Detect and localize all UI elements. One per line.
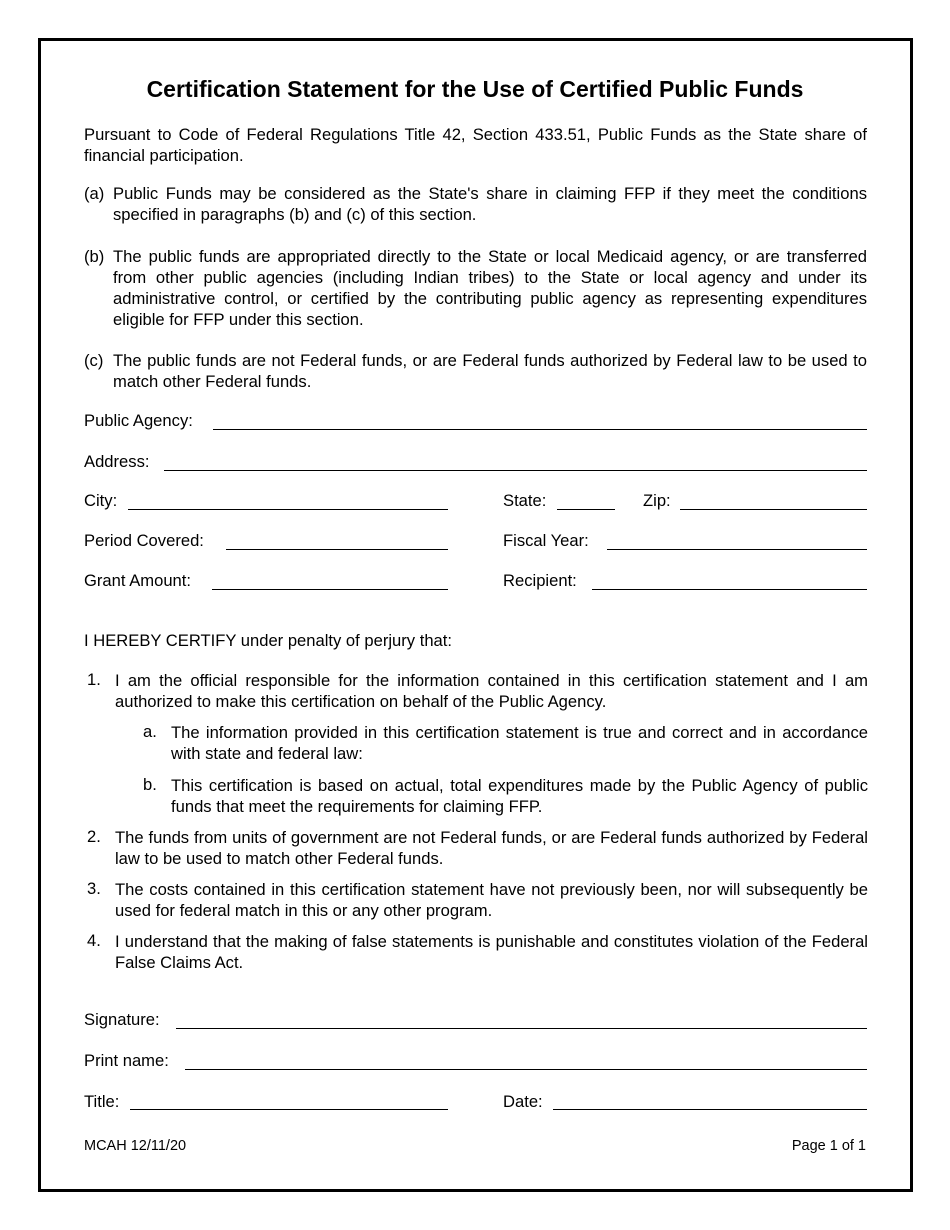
cert-number: 1. bbox=[87, 670, 101, 689]
reg-text: Public Funds may be considered as the State's share in claiming FFP if they meet the conditions specified in paragraphs (b) and (c) of this section. bbox=[113, 184, 867, 224]
period-covered-label: Period Covered: bbox=[84, 531, 204, 550]
zip-field[interactable] bbox=[680, 509, 867, 510]
period-covered-field[interactable] bbox=[226, 549, 448, 550]
public-agency-label: Public Agency: bbox=[84, 411, 193, 430]
reg-text: The public funds are appropriated directly to the State or local Medicaid agency, or are transferred from other public agencies (including Indian tribes) to the State or local agency and under its administrative control, or certified by the contributing public agency as representing expenditures eligible for FFP under this section. bbox=[113, 247, 867, 329]
cert-number: 3. bbox=[87, 879, 101, 898]
title-field[interactable] bbox=[130, 1109, 448, 1110]
form-id: MCAH 12/11/20 bbox=[84, 1138, 187, 1154]
reg-item-a bbox=[84, 183, 867, 225]
recipient-label: Recipient: bbox=[503, 571, 577, 590]
cert-text: The funds from units of government are not Federal funds, or are Federal funds authorized by Federal law to be used to match other Federal funds. bbox=[115, 828, 868, 868]
cert-text: I am the official responsible for the information contained in this certification statement and I am authorized to make this certification on behalf of the Public Agency. bbox=[115, 671, 868, 711]
state-label: State: bbox=[503, 491, 547, 510]
cert-number: 4. bbox=[87, 931, 101, 950]
state-field[interactable] bbox=[557, 509, 615, 510]
signature-field[interactable] bbox=[176, 1028, 867, 1029]
fiscal-year-label: Fiscal Year: bbox=[503, 531, 589, 550]
address-field[interactable] bbox=[164, 470, 867, 471]
grant-amount-label: Grant Amount: bbox=[84, 571, 191, 590]
reg-item-b bbox=[84, 246, 867, 330]
reg-item-c bbox=[84, 350, 867, 392]
certify-heading: I HEREBY CERTIFY under penalty of perjury that: bbox=[84, 631, 453, 650]
address-label: Address: bbox=[84, 452, 150, 471]
title-label: Title: bbox=[84, 1092, 120, 1111]
cert-sub-letter: b. bbox=[143, 775, 157, 794]
cert-text: The costs contained in this certification statement have not previously been, nor will subsequently be used for federal match in this or any other program. bbox=[115, 880, 868, 920]
cert-text: I understand that the making of false statements is punishable and constitutes violation of the Federal False Claims Act. bbox=[115, 932, 868, 972]
city-field[interactable] bbox=[128, 509, 448, 510]
grant-amount-field[interactable] bbox=[212, 589, 448, 590]
fiscal-year-field[interactable] bbox=[607, 549, 867, 550]
print-name-label: Print name: bbox=[84, 1051, 169, 1070]
zip-label: Zip: bbox=[643, 491, 671, 510]
signature-label: Signature: bbox=[84, 1010, 160, 1029]
public-agency-field[interactable] bbox=[213, 429, 867, 430]
cert-number: 2. bbox=[87, 827, 101, 846]
reg-text: The public funds are not Federal funds, or are Federal funds authorized by Federal law to be used to match other Federal funds. bbox=[113, 351, 867, 391]
print-name-field[interactable] bbox=[185, 1069, 867, 1070]
intro-paragraph: Pursuant to Code of Federal Regulations Title 42, Section 433.51, Public Funds as the State share of financial participation. bbox=[84, 125, 867, 165]
recipient-field[interactable] bbox=[592, 589, 867, 590]
cert-sub-text: The information provided in this certification statement is true and correct and in accordance with state and federal law: bbox=[171, 723, 868, 763]
reg-label: (c) bbox=[84, 351, 104, 370]
cert-sub-letter: a. bbox=[143, 722, 157, 741]
date-field[interactable] bbox=[553, 1109, 867, 1110]
reg-label: (a) bbox=[84, 184, 105, 203]
page-title: Certification Statement for the Use of Certified Public Funds bbox=[146, 76, 804, 102]
date-label: Date: bbox=[503, 1092, 543, 1111]
page-number: Page 1 of 1 bbox=[791, 1138, 866, 1154]
cert-sub-text: This certification is based on actual, total expenditures made by the Public Agency of public funds that meet the requirements for claiming FFP. bbox=[171, 776, 868, 816]
city-label: City: bbox=[84, 491, 118, 510]
reg-label: (b) bbox=[84, 247, 105, 266]
